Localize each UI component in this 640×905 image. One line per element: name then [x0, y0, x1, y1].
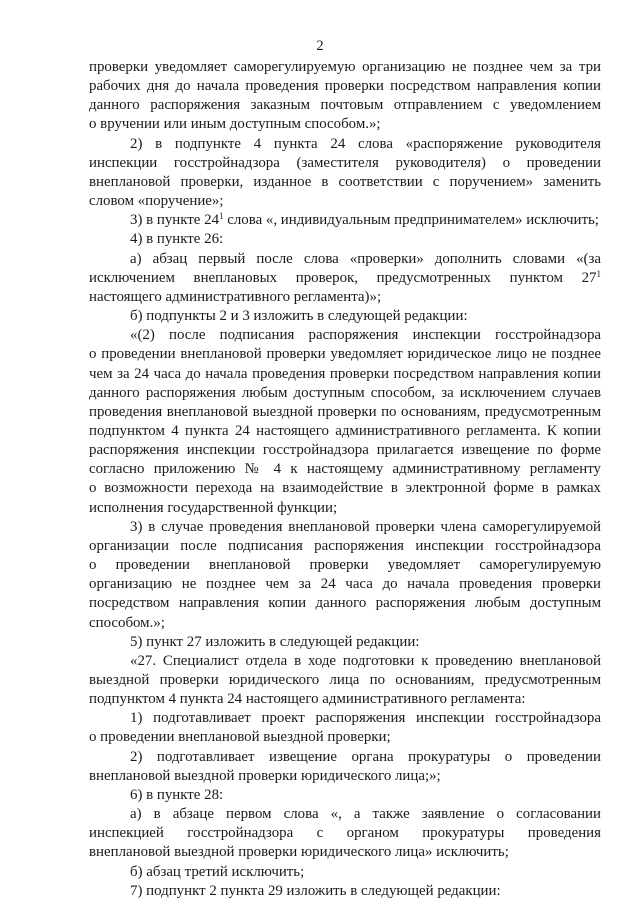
text-line: «(2) после подписания распоряжения инспекции госстройнадзора: [130, 327, 601, 344]
text-line: 7) подпункт 2 пункта 29 изложить в следующей редакции:: [130, 882, 501, 899]
paragraph: [89, 863, 601, 882]
paragraph: [89, 882, 601, 901]
document-body: [89, 58, 601, 901]
paragraph: [89, 786, 601, 805]
text-line: подпунктом 4 пункта 24 настоящего административного регламента. К копии: [89, 422, 601, 439]
text-line: внеплановой выездной проверки юридического лица» исключить;: [89, 844, 509, 861]
text-line: о возможности перехода на взаимодействие в электронной форме в рамках: [89, 480, 601, 497]
text-line: проведения внеплановой выездной проверки по основаниям, предусмотренным: [89, 403, 601, 420]
paragraph: [89, 518, 601, 633]
text-line: внеплановой проверки, изданное в соответствии с поручением» заменить: [89, 173, 601, 190]
page-number: 2: [316, 38, 324, 54]
text-line: «27. Специалист отдела в ходе подготовки к проведению внеплановой: [130, 652, 601, 669]
paragraph: [89, 307, 601, 326]
text-line: 1) подготавливает проект распоряжения инспекции госстройнадзора: [130, 710, 601, 727]
text-line: способом.»;: [89, 614, 165, 631]
paragraph: [89, 58, 601, 135]
paragraph: [89, 326, 601, 518]
text-line: словом «поручение»;: [89, 193, 224, 210]
text-line: исполнения государственной функции;: [89, 499, 338, 516]
text-line: организации после подписания распоряжения инспекции госстройнадзора: [89, 537, 601, 554]
text-line: проверки уведомляет саморегулируемую организацию не позднее чем за три: [89, 59, 601, 75]
text-line: чем за 24 часа до начала проведения проверки посредством направления копии: [89, 365, 601, 382]
text-line: 6) в пункте 28:: [130, 786, 224, 803]
text-line: о вручении или иным доступным способом.»;: [89, 116, 381, 133]
text-line: согласно приложению № 4 к настоящему административному регламенту: [89, 461, 601, 478]
text-line: настоящего административного регламента)»;: [89, 288, 382, 305]
text-line: 3) в пункте $24^1$ слова «, индивидуальным предпринимателем» исключить;: [130, 211, 599, 229]
text-line: 2) подготавливает извещение органа прокуратуры о проведении: [130, 748, 601, 765]
text-line: распоряжения инспекции госстройнадзора прилагается извещение по форме: [89, 442, 601, 459]
text-line: выездной проверки юридического лица по основаниям, предусмотренным: [89, 672, 601, 688]
text-line: подпунктом 4 пункта 24 настоящего административного регламента:: [89, 691, 526, 708]
text-line: данного распоряжения заказным почтовым отправлением с уведомлением: [89, 97, 601, 114]
paragraph: [89, 230, 601, 249]
text-line: б) абзац третий исключить;: [130, 863, 305, 880]
text-line: 2) в подпункте 4 пункта 24 слова «распоряжение руководителя: [130, 135, 601, 152]
text-line: 4) в пункте 26:: [130, 231, 224, 248]
text-line: б) подпункты 2 и 3 изложить в следующей редакции:: [130, 308, 468, 325]
paragraph: [89, 805, 601, 862]
text-line: внеплановой выездной проверки юридического лица;»;: [89, 767, 441, 784]
paragraph: [89, 709, 601, 747]
text-line: исключением внеплановых проверок, предусмотренных пунктом $27^1$: [89, 268, 601, 286]
text-line: организацию не позднее чем за 24 часа до начала проведения проверки: [89, 576, 601, 593]
paragraph: [89, 250, 601, 307]
text-line: посредством направления копии данного распоряжения любым доступным: [89, 595, 601, 612]
text-line: рабочих дня до начала проведения проверки посредством направления копии: [89, 78, 601, 95]
text-line: а) абзац первый после слова «проверки» дополнить словами «(за: [130, 250, 601, 267]
text-line: инспекцией госстройнадзора с органом прокуратуры проведения: [89, 825, 601, 842]
text-line: инспекции госстройнадзора (заместителя руководителя) о проведении: [89, 154, 601, 171]
text-line: а) в абзаце первом слова «, а также заявление о согласовании: [130, 806, 601, 823]
paragraph: [89, 211, 601, 230]
text-line: 3) в случае проведения внеплановой проверки члена саморегулируемой: [130, 518, 601, 535]
text-line: о проведении внеплановой проверки уведомляет саморегулируемую: [89, 557, 601, 574]
paragraph: [89, 652, 601, 709]
text-line: 5) пункт 27 изложить в следующей редакции:: [130, 633, 420, 650]
text-line: о проведении внеплановой проверки уведомляет юридическое лицо не позднее: [89, 346, 601, 363]
paragraph: [89, 135, 601, 212]
paragraph: [89, 633, 601, 652]
paragraph: [89, 748, 601, 786]
text-line: данного распоряжения любым доступным способом, за исключением случаев: [89, 384, 601, 401]
text-line: о проведении внеплановой выездной проверки;: [89, 729, 391, 746]
